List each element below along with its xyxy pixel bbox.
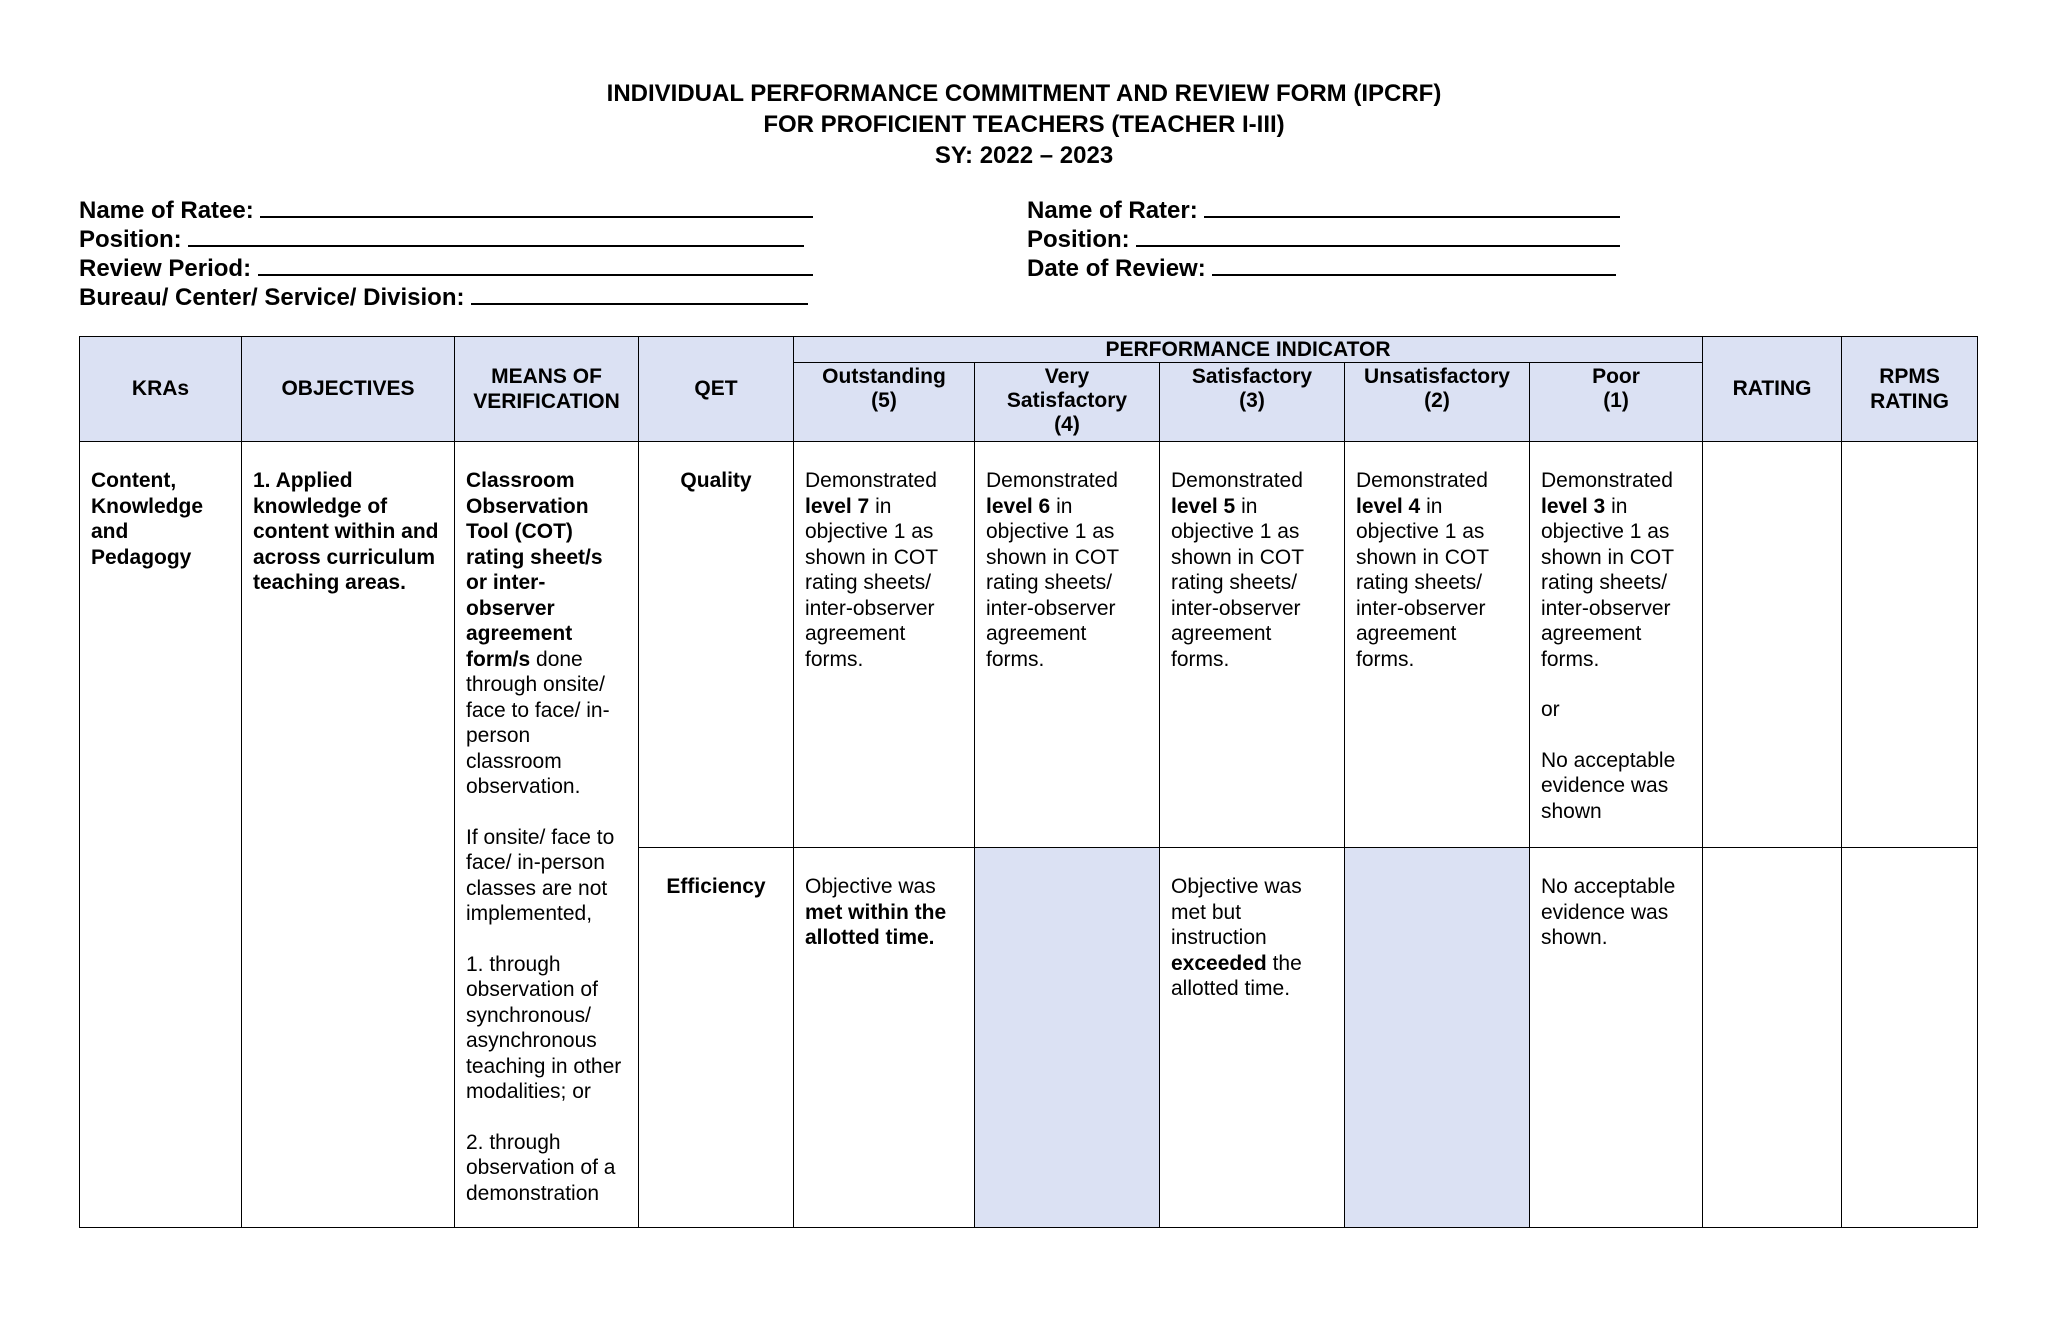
ratee-fields: [79, 196, 813, 312]
quality-row: [80, 442, 1978, 848]
header-rpms-rating: [1842, 337, 1978, 442]
mov-bold-text: Classroom Observation Tool (COT) rating sheet/s or inter-observer agreement form/s: [466, 469, 603, 671]
header-kras-label: KRAs: [131, 377, 190, 401]
date-of-review-field[interactable]: [1212, 254, 1616, 276]
ratee-name-row: [79, 196, 813, 225]
header-means-line2: VERIFICATION: [473, 390, 620, 413]
qet-efficiency: [639, 848, 794, 1228]
ratee-position-row: [79, 225, 813, 254]
ratee-name-field[interactable]: [260, 196, 813, 218]
title-line-2: FOR PROFICIENT TEACHERS (TEACHER I-III): [763, 111, 1285, 138]
efficiency-satisfactory-cell: Objective was met but instruction exceeded the allotted time.: [1160, 848, 1345, 1228]
header-unsatisfactory: [1345, 363, 1530, 442]
bureau-row: [79, 283, 813, 312]
header-objectives: [242, 337, 455, 442]
mov-paragraph-1: [466, 468, 628, 800]
kra-cell: [80, 442, 242, 1228]
quality-outstanding-cell: Demonstrated level 7 in objective 1 as shown in COT rating sheets/ inter-observer agreement forms.: [794, 442, 975, 848]
scale-score: (2): [1424, 389, 1450, 412]
quality-satisfactory-cell: Demonstrated level 5 in objective 1 as shown in COT rating sheets/ inter-observer agreement forms.: [1160, 442, 1345, 848]
level-text: level 5: [1171, 494, 1236, 518]
kra-text: Content, Knowledge and Pedagogy: [91, 469, 204, 569]
rater-fields: [1027, 196, 1620, 283]
objective-cell: [242, 442, 455, 1228]
header-qet-label: QET: [694, 377, 738, 401]
scale-label: Poor: [1592, 365, 1640, 388]
level-text: level 6: [986, 494, 1051, 518]
efficiency-bold-text: met within the allotted time.: [805, 900, 947, 949]
quality-rpms-rating-cell[interactable]: [1842, 442, 1978, 848]
header-objectives-label: OBJECTIVES: [281, 377, 415, 401]
rater-position-label: Position:: [1027, 226, 1130, 253]
poor-or-text: or: [1541, 698, 1560, 721]
efficiency-poor-cell: [1530, 848, 1703, 1228]
mov-paragraph-2: If onsite/ face to face/ in-person classes are not implemented,: [466, 825, 615, 925]
bureau-label: Bureau/ Center/ Service/ Division:: [79, 284, 465, 311]
mov-text: done through onsite/ face to face/ in-person classroom observation.: [466, 647, 610, 798]
objective-text: 1. Applied knowledge of content within and across curriculum teaching areas.: [253, 469, 439, 594]
quality-unsatisfactory-cell: Demonstrated level 4 in objective 1 as shown in COT rating sheets/ inter-observer agreement forms.: [1345, 442, 1530, 848]
scale-label-2: Satisfactory: [1006, 389, 1128, 412]
rater-name-row: [1027, 196, 1620, 225]
ratee-name-label: Name of Ratee:: [79, 197, 254, 224]
scale-label: Satisfactory: [1191, 365, 1313, 388]
qet-quality: [639, 442, 794, 848]
header-performance-indicator: [794, 337, 1703, 363]
scale-score: (4): [1054, 413, 1080, 436]
efficiency-rpms-rating-cell[interactable]: [1842, 848, 1978, 1228]
ratee-position-field[interactable]: [188, 225, 804, 247]
quality-very-satisfactory-cell: Demonstrated level 6 in objective 1 as shown in COT rating sheets/ inter-observer agreement forms.: [975, 442, 1160, 848]
header-poor: [1530, 363, 1703, 442]
rater-position-field[interactable]: [1136, 225, 1620, 247]
header-satisfactory: [1160, 363, 1345, 442]
means-of-verification-cell: [455, 442, 639, 1228]
efficiency-bold-text: exceeded: [1171, 951, 1267, 975]
bureau-field[interactable]: [471, 283, 808, 305]
header-means-line1: MEANS OF: [491, 364, 602, 388]
header-rpms-line2: RATING: [1870, 390, 1950, 413]
title-line-1: INDIVIDUAL PERFORMANCE COMMITMENT AND REVIEW FORM (IPCRF): [606, 80, 1442, 107]
efficiency-outstanding-cell: Objective was met within the allotted time.: [794, 848, 975, 1228]
rater-name-label: Name of Rater:: [1027, 197, 1198, 224]
mov-paragraph-3: 1. through observation of synchronous/ asynchronous teaching in other modalities; or: [466, 952, 622, 1103]
review-period-row: [79, 254, 813, 283]
scale-label: Unsatisfactory: [1364, 365, 1510, 388]
level-text: level 4: [1356, 494, 1421, 518]
header-outstanding: [794, 363, 975, 442]
quality-poor-cell: Demonstrated level 3 in objective 1 as shown in COT rating sheets/ inter-observer agreement forms. or No acceptable evidence was shown: [1530, 442, 1703, 848]
date-of-review-label: Date of Review:: [1027, 255, 1206, 282]
efficiency-unsatisfactory-cell: [1345, 848, 1530, 1228]
mov-paragraph-4: 2. through observation of a demonstration: [466, 1130, 616, 1205]
ipcrf-table: [79, 336, 1978, 1228]
header-rpms-line1: RPMS: [1879, 364, 1940, 388]
header-rating: [1703, 337, 1842, 442]
scale-score: (1): [1603, 389, 1629, 412]
qet-efficiency-label: Efficiency: [666, 875, 766, 898]
review-period-field[interactable]: [258, 254, 813, 276]
header-very-satisfactory: [975, 363, 1160, 442]
title-line-3: SY: 2022 – 2023: [934, 142, 1114, 169]
qet-quality-label: Quality: [680, 469, 752, 492]
header-kras: [80, 337, 242, 442]
header-means-of-verification: [455, 337, 639, 442]
header-rating-label: RATING: [1732, 377, 1812, 401]
efficiency-rating-cell[interactable]: [1703, 848, 1842, 1228]
ratee-position-label: Position:: [79, 226, 182, 253]
efficiency-very-satisfactory-cell: [975, 848, 1160, 1228]
form-title: [0, 78, 2048, 171]
header-qet: [639, 337, 794, 442]
level-text: level 3: [1541, 494, 1606, 518]
quality-rating-cell[interactable]: [1703, 442, 1842, 848]
scale-score: (3): [1239, 389, 1265, 412]
efficiency-poor-text: No acceptable evidence was shown.: [1541, 875, 1676, 949]
scale-score: (5): [871, 389, 897, 412]
scale-label: Very: [1044, 365, 1090, 388]
review-period-label: Review Period:: [79, 255, 252, 282]
poor-extra-text: No acceptable evidence was shown: [1541, 748, 1676, 823]
date-of-review-row: [1027, 254, 1620, 283]
rater-position-row: [1027, 225, 1620, 254]
level-text: level 7: [805, 494, 870, 518]
scale-label: Outstanding: [822, 365, 946, 388]
header-performance-indicator-label: PERFORMANCE INDICATOR: [1105, 337, 1391, 361]
rater-name-field[interactable]: [1204, 196, 1620, 218]
